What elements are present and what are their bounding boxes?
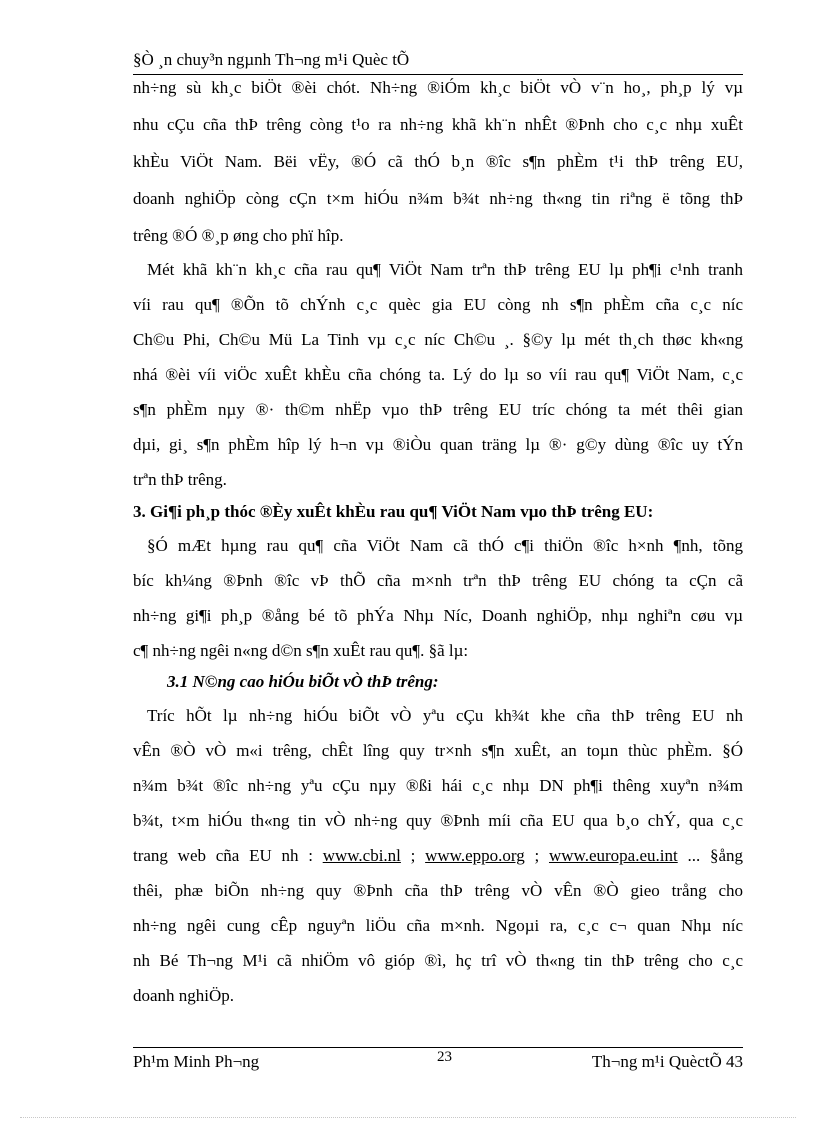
section-3-heading: 3. Gi¶i ph¸p thóc ®Èy xuÊt khÈu rau qu¶ ViÖt Nam vµo thÞ trêng EU: [133, 502, 654, 521]
paragraph-line: nh÷ng ngêi cung cÊp nguyªn liÖu cña m×nh. Ngoµi ra, c¸c c¬ quan Nhµ níc [133, 916, 743, 935]
paragraph-line: dµi, gi¸ s¶n phÈm hîp lý h¬n vµ ®iÒu quan träng lµ ®· g©y dùng ®îc uy tÝn [133, 435, 743, 454]
link-eppo[interactable]: www.eppo.org [425, 846, 525, 865]
web-line-prefix: trang web cña EU nh : [133, 846, 323, 865]
paragraph-line: nhu cÇu cña thÞ trêng còng t¹o ra nh÷ng khã kh¨n nhÊt ®Þnh cho c¸c nhµ xuÊt [133, 115, 743, 134]
web-links-line [133, 844, 743, 868]
section-3-1-heading: 3.1 N©ng cao hiÓu biÕt vÒ thÞ trêng: [167, 672, 439, 691]
paragraph-line: doanh nghiÖp còng cÇn t×m hiÓu n¾m b¾t nh÷ng th«ng tin riªng ë tõng thÞ [133, 189, 743, 208]
web-line-separator: ; [524, 846, 549, 865]
paragraph-line: trêng ®Ó ®¸p øng cho phï hîp. [133, 226, 344, 245]
paragraph-line: víi rau qu¶ ®Õn tõ chÝnh c¸c quèc gia EU còng nh s¶n phÈm cña c¸c níc [133, 295, 743, 314]
page-bottom-dotted-rule [20, 1117, 796, 1118]
paragraph-line: n¾m b¾t ®îc nh÷ng yªu cÇu nµy ®ßi hái c¸c nhµ DN ph¶i thêng xuyªn n¾m [133, 776, 743, 795]
paragraph-line: §Ó mÆt hµng rau qu¶ cña ViÖt Nam cã thÓ c¶i thiÖn ®îc h×nh ¶nh, tõng [147, 536, 743, 555]
web-line-suffix: ... §ång [677, 846, 743, 865]
page-header-title: §Ò ¸n chuy³n ngµnh Th¬ng m¹i Quèc tÕ [133, 50, 410, 69]
web-line-separator: ; [400, 846, 426, 865]
paragraph-line: Ch©u Phi, Ch©u Mü La Tinh vµ c¸c níc Ch©u ¸. §©y lµ mét th¸ch thøc kh«ng [133, 330, 743, 349]
link-cbi[interactable]: www.cbi.nl [322, 846, 401, 865]
paragraph-line: nh Bé Th¬ng M¹i cã nhiÖm vô gióp ®ì, hç trî vÒ th«ng tin thÞ trêng cho c¸c [133, 951, 743, 970]
paragraph-line: nh÷ng gi¶i ph¸p ®ång bé tõ phÝa Nhµ Níc, Doanh nghiÖp, nhµ nghiªn cøu vµ [133, 606, 743, 625]
page-number: 23 [437, 1049, 452, 1065]
paragraph-line: Tríc hÕt lµ nh÷ng hiÓu biÕt vÒ yªu cÇu kh¾t khe cña thÞ trêng EU nh [147, 706, 743, 725]
footer-author: Ph¹m Minh Ph¬ng [133, 1052, 260, 1071]
paragraph-line: b¾t, t×m hiÓu th«ng tin vÒ nh÷ng quy ®Þnh míi cña EU qua b¸o chÝ, qua c¸c [133, 811, 743, 830]
paragraph-line: c¶ nh÷ng ngêi n«ng d©n s¶n xuÊt rau qu¶. §ã lµ: [133, 641, 469, 660]
footer-course: Th¬ng m¹i QuèctÕ 43 [591, 1052, 743, 1071]
header-rule [133, 74, 743, 75]
paragraph-line: trªn thÞ trêng. [133, 470, 227, 489]
paragraph-line: nhá ®èi víi viÖc xuÊt khÈu cña chóng ta. Lý do lµ so víi rau qu¶ ViÖt Nam, c¸c [133, 365, 743, 384]
paragraph-line: bíc kh¼ng ®Þnh ®îc vÞ thÕ cña m×nh trªn thÞ trêng EU chóng ta cÇn cã [133, 571, 743, 590]
paragraph-line: nh÷ng sù kh¸c biÖt ®èi chót. Nh÷ng ®iÓm kh¸c biÖt vÒ v¨n ho¸, ph¸p lý vµ [133, 78, 743, 97]
paragraph-line: thêi, phæ biÕn nh÷ng quy ®Þnh cña thÞ trêng vÒ vÊn ®Ò gieo trång cho [133, 881, 743, 900]
link-europa[interactable]: www.europa.eu.int [548, 846, 678, 865]
paragraph-line: Mét khã kh¨n kh¸c cña rau qu¶ ViÖt Nam trªn thÞ trêng EU lµ ph¶i c¹nh tranh [147, 260, 743, 279]
paragraph-line: s¶n phÈm nµy ®· th©m nhËp vµo thÞ trêng EU tríc chóng ta mét thêi gian [133, 400, 743, 419]
paragraph-line: vÊn ®Ò vÒ m«i trêng, chÊt lîng quy tr×nh s¶n xuÊt, an toµn thùc phÈm. §Ó [133, 741, 743, 760]
paragraph-line: khÈu ViÖt Nam. Bëi vËy, ®Ó cã thÓ b¸n ®îc s¶n phÈm t¹i thÞ trêng EU, [133, 152, 743, 171]
paragraph-line: doanh nghiÖp. [133, 986, 235, 1005]
